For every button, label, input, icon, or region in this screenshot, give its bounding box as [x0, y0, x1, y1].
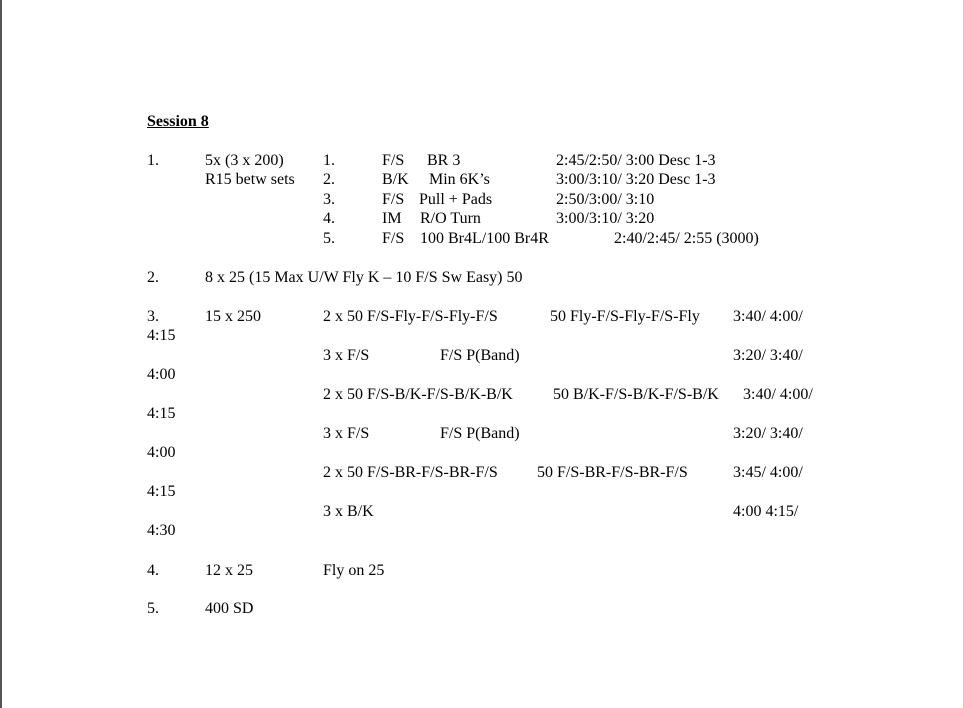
item-1-row-number: 2.: [323, 171, 335, 188]
item-3-line-times: 3:40/ 4:00/: [743, 386, 813, 403]
item-4-text: Fly on 25: [323, 562, 385, 579]
item-5-set: 400 SD: [205, 600, 254, 617]
item-3-line-part-b: 50 F/S-BR-F/S-BR-F/S: [537, 464, 688, 481]
item-4-number: 4.: [147, 562, 159, 579]
item-1-row-stroke: F/S: [382, 191, 405, 208]
item-1-row-times: 2:50/3:00/ 3:10: [556, 191, 655, 208]
item-1-row-number: 5.: [323, 230, 335, 247]
item-3-line-part-a: 3 x B/K: [323, 503, 374, 520]
item-1-row-desc: 100 Br4L/100 Br4R: [420, 230, 549, 247]
item-1-number: 1.: [147, 152, 159, 169]
item-3-line-part-b: 50 Fly-F/S-Fly-F/S-Fly: [550, 308, 700, 325]
item-1-row-desc: R/O Turn: [420, 210, 481, 227]
item-1-row-stroke: F/S: [382, 230, 405, 247]
item-1-row-number: 4.: [323, 210, 335, 227]
item-2-text: 8 x 25 (15 Max U/W Fly K – 10 F/S Sw Easy) 50: [205, 269, 523, 286]
item-1-row-times: 2:40/2:45/ 2:55 (3000): [614, 230, 759, 247]
item-3-set: 15 x 250: [205, 308, 261, 325]
item-3-line-times: 3:40/ 4:00/: [733, 308, 803, 325]
item-3-wrap-time: 4:15: [147, 405, 176, 422]
item-1-row-stroke: F/S: [382, 152, 405, 169]
item-3-wrap-time: 4:15: [147, 483, 176, 500]
item-1-rest: R15 betw sets: [205, 171, 295, 188]
item-3-wrap-time: 4:15: [147, 327, 176, 344]
item-1-row-number: 1.: [323, 152, 335, 169]
item-3-line-times: 3:20/ 3:40/: [733, 425, 803, 442]
item-1-row-stroke: IM: [382, 210, 402, 227]
item-1-row-stroke: B/K: [382, 171, 409, 188]
item-1-row-desc: BR 3: [427, 152, 461, 169]
page-title: Session 8: [147, 113, 209, 130]
item-3-line-times: 3:45/ 4:00/: [733, 464, 803, 481]
item-3-line-part-a: 2 x 50 F/S-BR-F/S-BR-F/S: [323, 464, 498, 481]
item-1-row-number: 3.: [323, 191, 335, 208]
item-3-line-part-a: 2 x 50 F/S-Fly-F/S-Fly-F/S: [323, 308, 498, 325]
item-3-line-part-b: F/S P(Band): [440, 347, 520, 364]
item-3-line-times: 3:20/ 3:40/: [733, 347, 803, 364]
item-3-line-times: 4:00 4:15/: [733, 503, 799, 520]
item-1-row-times: 2:45/2:50/ 3:00 Desc 1-3: [556, 152, 716, 169]
item-3-wrap-time: 4:00: [147, 366, 176, 383]
item-1-row-times: 3:00/3:10/ 3:20: [556, 210, 655, 227]
item-3-number: 3.: [147, 308, 159, 325]
item-2-number: 2.: [147, 269, 159, 286]
item-3-line-part-a: 3 x F/S: [323, 347, 370, 364]
item-1-row-desc: Min 6K’s: [429, 171, 490, 188]
item-3-line-part-a: 3 x F/S: [323, 425, 370, 442]
item-5-number: 5.: [147, 600, 159, 617]
item-3-line-part-a: 2 x 50 F/S-B/K-F/S-B/K-B/K: [323, 386, 513, 403]
item-4-set: 12 x 25: [205, 562, 253, 579]
item-3-line-part-b: F/S P(Band): [440, 425, 520, 442]
item-3-line-part-b: 50 B/K-F/S-B/K-F/S-B/K: [553, 386, 719, 403]
item-1-row-times: 3:00/3:10/ 3:20 Desc 1-3: [556, 171, 716, 188]
item-3-wrap-time: 4:00: [147, 444, 176, 461]
item-1-row-desc: Pull + Pads: [419, 191, 493, 208]
page-left-edge: [0, 0, 2, 708]
item-3-wrap-time: 4:30: [147, 522, 176, 539]
item-1-set: 5x (3 x 200): [205, 152, 284, 169]
